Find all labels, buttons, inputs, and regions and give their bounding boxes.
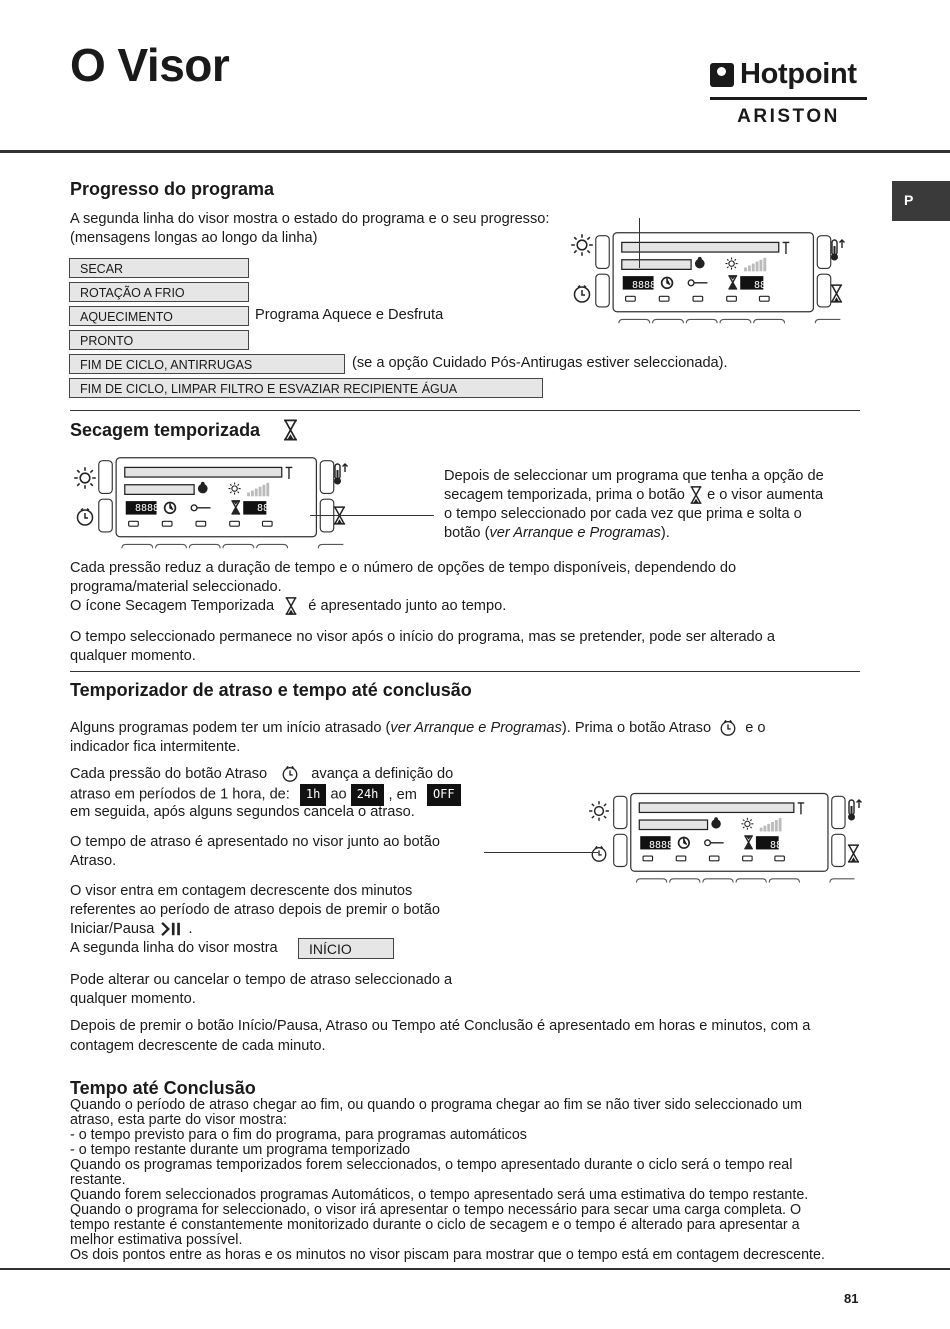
clock-icon — [281, 765, 299, 783]
lcd-digits: 8888 — [632, 280, 657, 291]
inicio-box: INÍCIO — [298, 938, 394, 959]
clock-icon — [590, 845, 608, 863]
display-panel-diagram — [590, 230, 850, 328]
timed-desc-l2: secagem temporizada, prima o botão e o visor aumenta — [444, 487, 824, 503]
display-panel-diagram — [608, 790, 864, 888]
message-box: ROTAÇÃO A FRIO — [69, 282, 249, 302]
timed-desc-l4: botão (ver Arranque e Programas). — [444, 525, 670, 541]
message-box: FIM DE CICLO, LIMPAR FILTRO E ESVAZIAR RECIPIENTE ÁGUA — [69, 378, 543, 398]
lcd-1h: 1h — [300, 784, 326, 806]
page-number: 81 — [844, 1291, 859, 1306]
progress-intro-line1: A segunda linha do visor mostra o estado do programa e o seu progresso: — [70, 211, 550, 227]
language-tab: P — [892, 181, 950, 221]
message-box: PRONTO — [69, 330, 249, 350]
lcd-digits: 888 — [754, 280, 773, 291]
lcd-24h: 24h — [351, 784, 385, 806]
display-panel-diagram — [93, 455, 353, 553]
delay-p1-l3: em seguida, após alguns segundos cancela o atraso. — [70, 804, 415, 820]
delay-p2-l1: O tempo de atraso é apresentado no visor junto ao botão — [70, 834, 440, 850]
lcd-digits: 8888 — [649, 840, 674, 851]
note-aquecimento: Programa Aquece e Desfruta — [255, 307, 444, 323]
brand-sub: ARISTON — [737, 106, 840, 127]
delay-p5-l2: contagem decrescente de cada minuto. — [70, 1038, 326, 1054]
thermometer-icon — [845, 798, 865, 822]
delay-p3-l2: referentes ao período de atraso depois de premir o botão — [70, 902, 440, 918]
delay-p3-l1: O visor entra em contagem decrescente dos minutos — [70, 883, 413, 899]
message-box: FIM DE CICLO, ANTIRRUGAS — [69, 354, 345, 374]
play-pause-icon — [160, 921, 182, 937]
section-divider — [70, 410, 860, 411]
timed-para1-l3: O ícone Secagem Temporizada é apresentado junto ao tempo. — [70, 598, 507, 614]
delay-p1-l1: Cada pressão do botão Atraso avança a definição do — [70, 766, 454, 782]
thermometer-icon — [331, 462, 351, 486]
delay-p3-l3: Iniciar/Pausa . — [70, 921, 193, 937]
thermometer-icon — [828, 238, 848, 262]
delay-p2-l2: Atraso. — [70, 853, 117, 869]
delay-p1-l2: atraso em períodos de 1 hora, de: 1h ao 24h , em OFF — [70, 784, 461, 806]
section-heading-delay-timer: Temporizador de atraso e tempo até conclusão — [70, 680, 472, 700]
clock-icon — [719, 719, 737, 737]
page-title: O Visor — [70, 39, 230, 91]
message-box: AQUECIMENTO — [69, 306, 249, 326]
hotpoint-logo-icon — [710, 63, 734, 87]
pointer-line — [310, 515, 434, 516]
timed-desc-l1: Depois de seleccionar um programa que tenha a opção de — [444, 468, 824, 484]
section-heading-time-to-end: Tempo até Conclusão — [70, 1078, 256, 1098]
brand-name: Hotpoint — [740, 58, 857, 90]
lcd-off: OFF — [427, 784, 461, 806]
header-divider — [0, 150, 950, 153]
timed-para2-l2: qualquer momento. — [70, 648, 196, 664]
footer-divider — [0, 1268, 950, 1270]
lcd-digits: 888 — [257, 503, 276, 514]
delay-intro-l1: Alguns programas podem ter um início atrasado (ver Arranque e Programas). Prima o botão Atraso e o — [70, 720, 766, 736]
hourglass-icon — [847, 844, 860, 863]
section-divider — [70, 671, 860, 672]
note-antirrugas: (se a opção Cuidado Pós-Antirugas estiver seleccionada). — [352, 355, 728, 371]
progress-intro-line2: (mensagens longas ao longo da linha) — [70, 230, 318, 246]
delay-intro-l2: indicador fica intermitente. — [70, 739, 241, 755]
delay-p3-l4: A segunda linha do visor mostra — [70, 940, 278, 956]
section-heading-timed-drying: Secagem temporizada — [70, 420, 261, 440]
timed-para1-l1: Cada pressão reduz a duração de tempo e o número de opções de tempo disponíveis, dependendo do — [70, 560, 737, 576]
pointer-line — [639, 218, 640, 268]
timed-desc-l3: o tempo seleccionado por cada vez que prima e solta o — [444, 506, 802, 522]
delay-p5-l1: Depois de premir o botão Início/Pausa, Atraso ou Tempo até Conclusão é apresentado em horas e minutos, com a — [70, 1018, 811, 1034]
timed-para2-l1: O tempo seleccionado permanece no visor após o início do programa, mas se pretender, pode ser alterado a — [70, 629, 775, 645]
delay-p4-l1: Pode alterar ou cancelar o tempo de atraso seleccionado a — [70, 972, 453, 988]
lcd-digits: 888 — [770, 840, 789, 851]
hourglass-icon — [689, 486, 703, 504]
timed-para1-l2: programa/material seleccionado. — [70, 579, 282, 595]
brand-logo — [710, 58, 870, 128]
sun-icon — [588, 800, 610, 822]
hourglass-icon — [284, 597, 298, 615]
section-heading-progress: Progresso do programa — [70, 179, 275, 199]
hourglass-icon — [830, 284, 843, 303]
clock-icon — [572, 284, 592, 304]
lcd-digits: 8888 — [135, 503, 160, 514]
time-to-end-body: Quando o período de atraso chegar ao fim, ou quando o programa chegar ao fim se não tiver sido seleccionado um atraso, esta parte do visor mostra: - o tempo previsto para o fim do programa, para programas automáticos - o tempo restante durante um programa temporizado Quando os programas temporizados forem seleccionados, o tempo apresentado durante o ciclo será o tempo real restante. Quando forem seleccionados programas Automáticos, o tempo apresentado será uma estimativa do tempo restante. Quando o programa for seleccionado, o visor irá apresentar o tempo necessário para secar uma carga completa. O tempo restante é constantemente monitorizado durante o ciclo de secagem e o tempo é alterado para apresentar a melhor estimativa possível. Os dois pontos entre as horas e os minutos no visor piscam para mostrar que o tempo está em contagem decrescente. — [70, 1097, 825, 1263]
hourglass-icon — [283, 419, 298, 441]
delay-p4-l2: qualquer momento. — [70, 991, 196, 1007]
message-box: SECAR — [69, 258, 249, 278]
pointer-line — [484, 852, 598, 853]
clock-icon — [75, 507, 95, 527]
